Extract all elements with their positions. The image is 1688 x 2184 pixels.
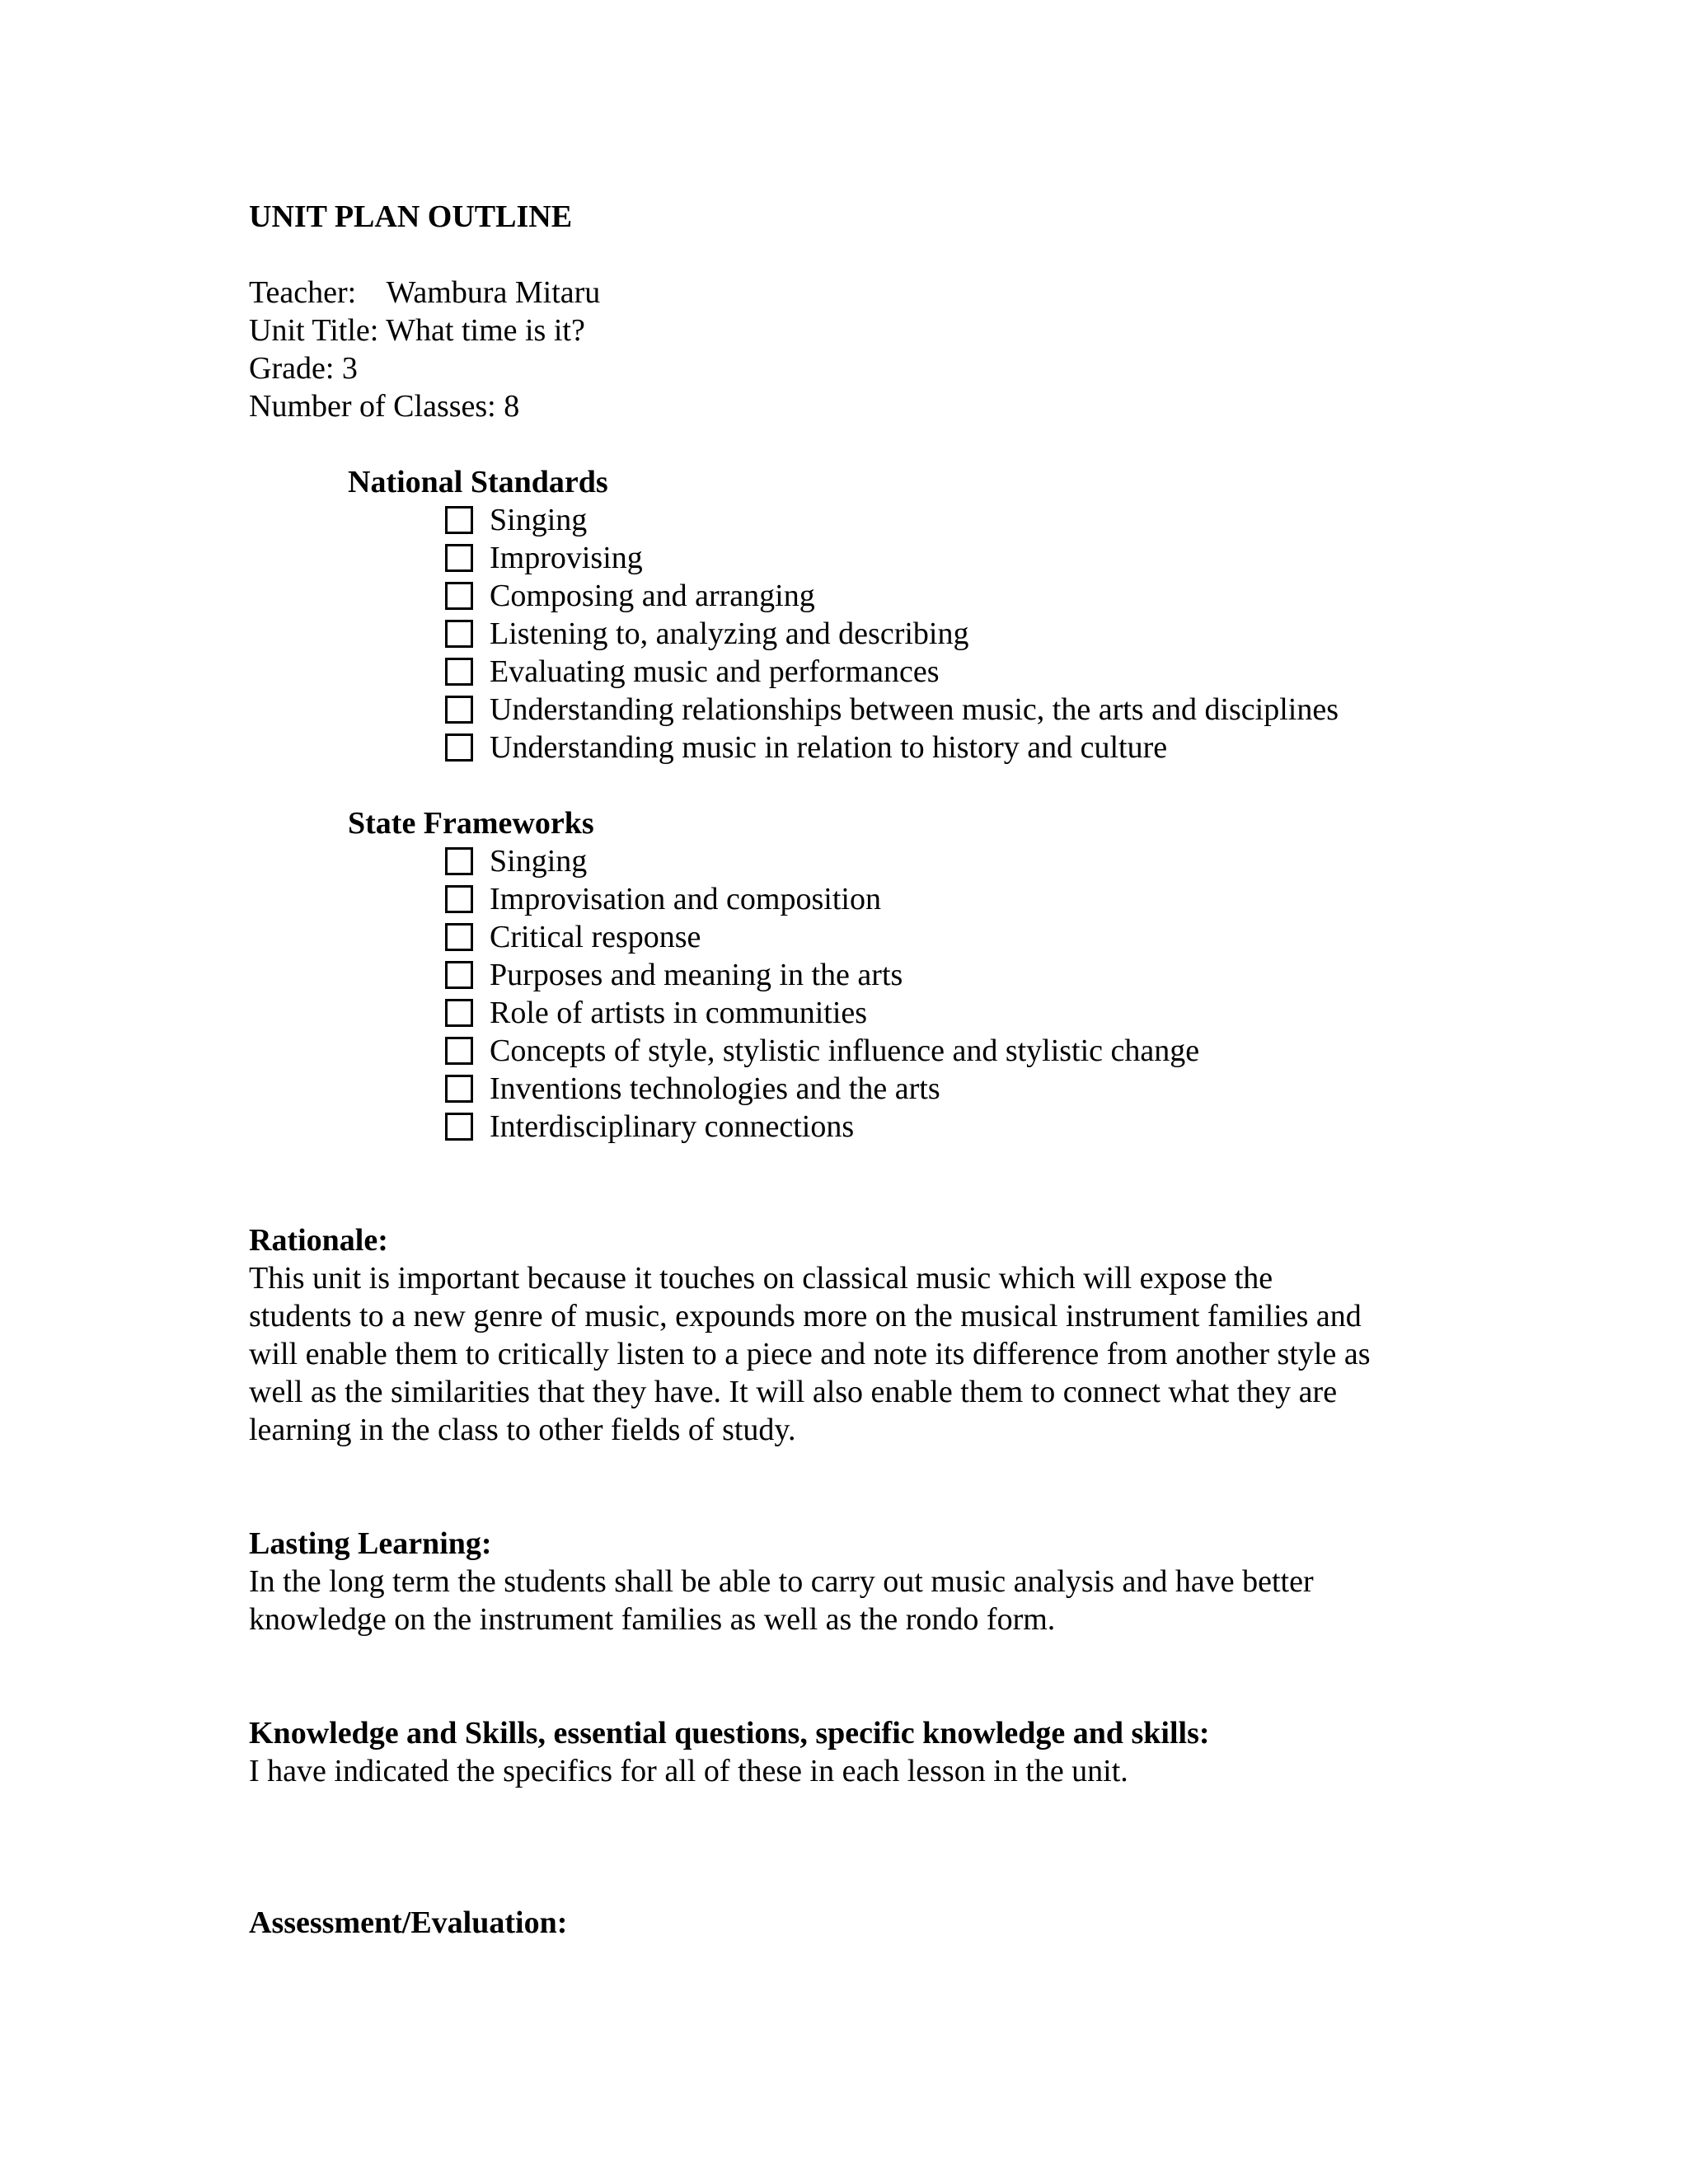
checkbox[interactable] xyxy=(445,582,473,610)
knowledge-skills-paragraph xyxy=(249,1752,1452,1790)
state-framework-item[interactable] xyxy=(445,1108,854,1146)
assessment-heading: Assessment/Evaluation: xyxy=(249,1905,568,1940)
checkbox-label: Singing xyxy=(490,503,588,537)
checkbox[interactable] xyxy=(445,696,473,724)
checkbox[interactable] xyxy=(445,1113,473,1141)
rationale-line: students to a new genre of music, expounds more on the musical instrument families and xyxy=(249,1299,1362,1333)
checkbox-label: Role of artists in communities xyxy=(490,996,868,1030)
rationale-line: learning in the class to other fields of study. xyxy=(249,1413,796,1447)
state-framework-item[interactable] xyxy=(445,994,867,1032)
lasting-learning-line: knowledge on the instrument families as well as the rondo form. xyxy=(249,1602,1056,1637)
rationale-line: This unit is important because it touches on classical music which will expose the xyxy=(249,1261,1273,1296)
checkbox-label: Improvising xyxy=(490,541,643,575)
checkbox[interactable] xyxy=(445,885,473,913)
lasting-learning-line: In the long term the students shall be able to carry out music analysis and have better xyxy=(249,1564,1314,1599)
checkbox[interactable] xyxy=(445,1075,473,1103)
state-frameworks-heading: State Frameworks xyxy=(348,806,594,841)
unit-title-line: Unit Title: What time is it? xyxy=(249,313,585,348)
rationale-heading: Rationale: xyxy=(249,1223,388,1258)
checkbox[interactable] xyxy=(445,544,473,572)
national-standard-item[interactable] xyxy=(445,615,968,653)
checkbox-label: Critical response xyxy=(490,920,701,954)
lasting-learning-paragraph xyxy=(249,1563,1452,1638)
rationale-paragraph xyxy=(249,1259,1452,1449)
rationale-line: will enable them to critically listen to a piece and note its difference from another style as xyxy=(249,1337,1371,1371)
checkbox-label: Composing and arranging xyxy=(490,579,815,613)
checkbox[interactable] xyxy=(445,658,473,686)
grade-line: Grade: 3 xyxy=(249,351,358,386)
national-standard-item[interactable] xyxy=(445,501,587,539)
checkbox[interactable] xyxy=(445,620,473,648)
national-standards-heading: National Standards xyxy=(348,465,608,499)
checkbox-label: Inventions technologies and the arts xyxy=(490,1071,940,1106)
national-standard-item[interactable] xyxy=(445,729,1167,766)
checkbox[interactable] xyxy=(445,847,473,875)
national-standard-item[interactable] xyxy=(445,577,815,615)
rationale-line: well as the similarities that they have. It will also enable them to connect what they are xyxy=(249,1375,1338,1409)
document-title: UNIT PLAN OUTLINE xyxy=(249,199,573,234)
state-framework-item[interactable] xyxy=(445,1032,1199,1070)
checkbox-label: Evaluating music and performances xyxy=(490,654,940,689)
checkbox-label: Improvisation and composition xyxy=(490,882,881,916)
checkbox-label: Singing xyxy=(490,844,588,879)
checkbox-label: Purposes and meaning in the arts xyxy=(490,958,903,992)
state-framework-item[interactable] xyxy=(445,956,903,994)
checkbox-label: Listening to, analyzing and describing xyxy=(490,616,969,651)
checkbox[interactable] xyxy=(445,506,473,534)
knowledge-skills-heading: Knowledge and Skills, essential questions, specific knowledge and skills: xyxy=(249,1716,1210,1750)
national-standard-item[interactable] xyxy=(445,691,1339,729)
number-of-classes-line: Number of Classes: 8 xyxy=(249,389,520,424)
checkbox-label: Understanding relationships between music, the arts and disciplines xyxy=(490,692,1339,727)
teacher-name: Wambura Mitaru xyxy=(386,275,601,310)
checkbox[interactable] xyxy=(445,733,473,762)
lasting-learning-heading: Lasting Learning: xyxy=(249,1526,492,1561)
checkbox[interactable] xyxy=(445,1037,473,1065)
teacher-label: Teacher: xyxy=(249,275,357,310)
national-standard-item[interactable] xyxy=(445,653,940,691)
state-framework-item[interactable] xyxy=(445,918,701,956)
national-standard-item[interactable] xyxy=(445,539,643,577)
checkbox-label: Concepts of style, stylistic influence and stylistic change xyxy=(490,1033,1200,1068)
state-framework-item[interactable] xyxy=(445,842,587,880)
knowledge-skills-line: I have indicated the specifics for all of these in each lesson in the unit. xyxy=(249,1754,1128,1788)
checkbox-label: Interdisciplinary connections xyxy=(490,1109,855,1144)
state-framework-item[interactable] xyxy=(445,880,881,918)
checkbox-label: Understanding music in relation to history and culture xyxy=(490,730,1168,765)
state-framework-item[interactable] xyxy=(445,1070,940,1108)
teacher-line xyxy=(249,274,600,312)
checkbox[interactable] xyxy=(445,999,473,1027)
checkbox[interactable] xyxy=(445,923,473,951)
checkbox[interactable] xyxy=(445,961,473,989)
